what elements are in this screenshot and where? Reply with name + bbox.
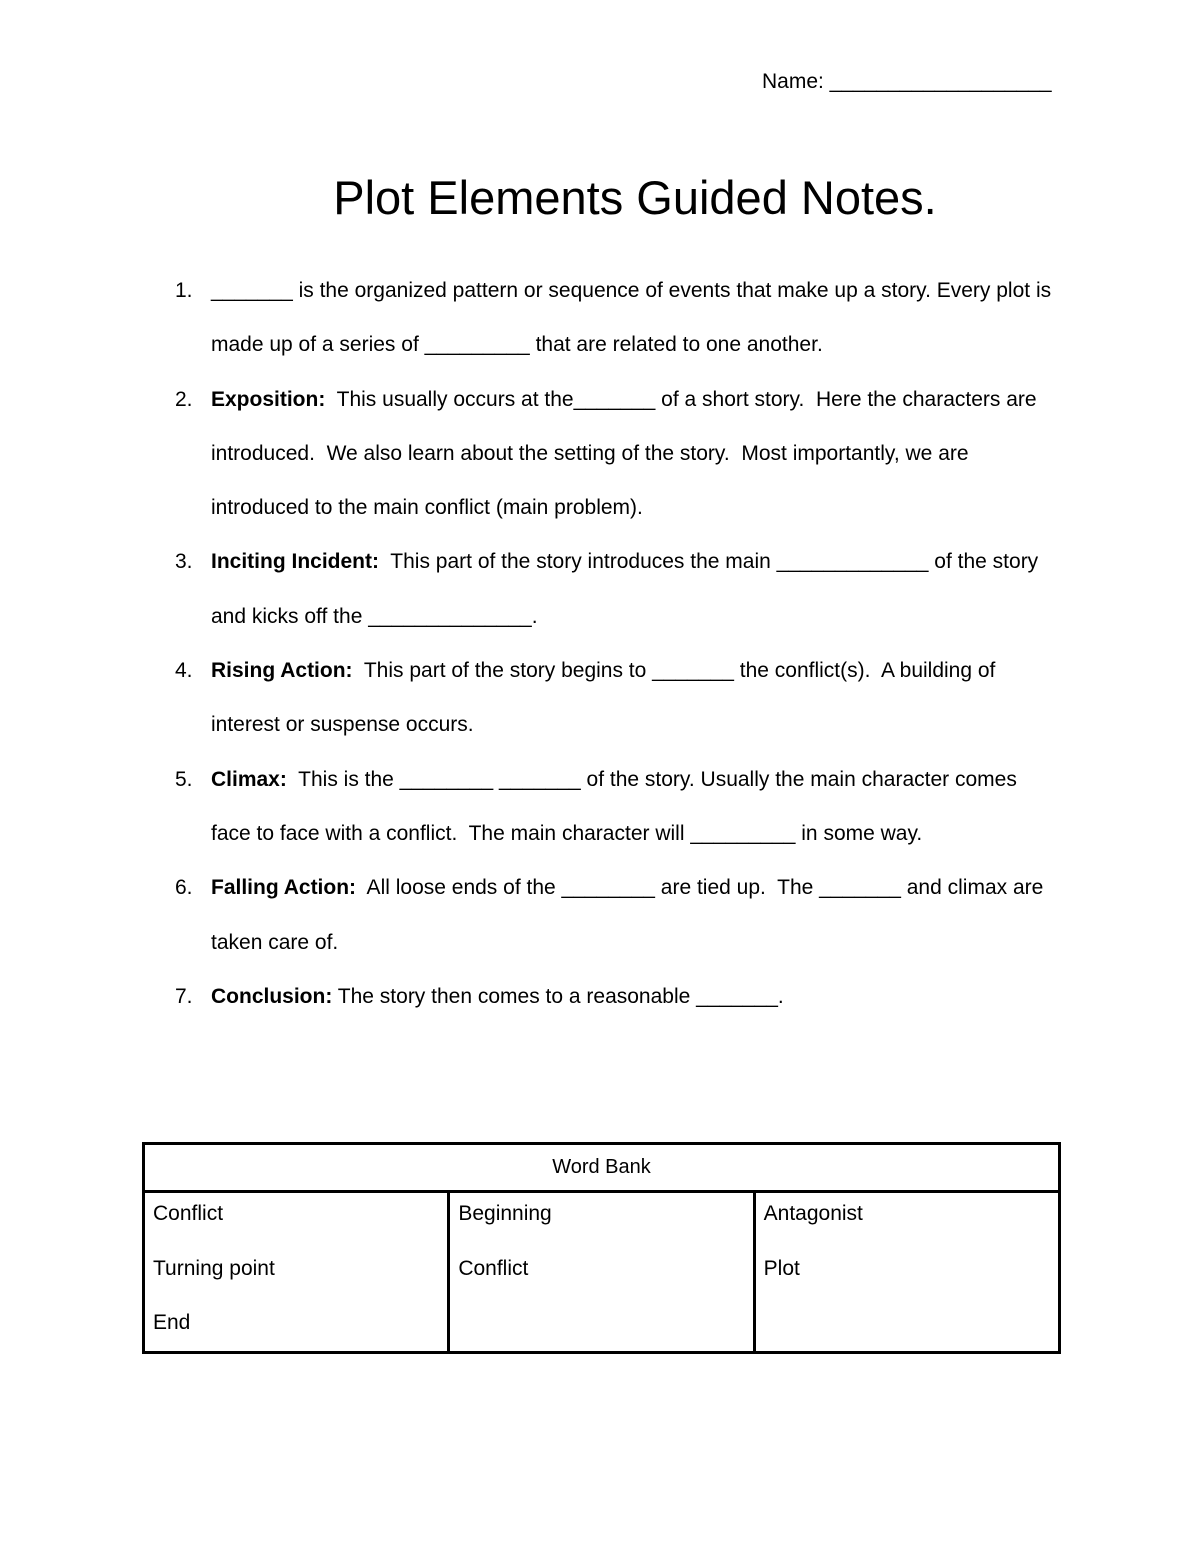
note-term: Falling Action: [211,876,357,900]
note-number: 5. [175,767,193,791]
note-text: This part of the story introduces the main _____________ of the story and kicks off the ______________. [211,550,1045,628]
note-text: This part of the story begins to _______ the conflict(s). A building of interest or suspense occurs. [211,659,1002,737]
note-number: 6. [175,876,193,900]
note-item-1 [0,264,1200,373]
note-number: 3. [175,550,193,574]
note-item-4 [0,644,1200,753]
note-item-5 [0,753,1200,862]
note-term: Exposition: [211,387,326,411]
word-bank-word: End [153,1311,191,1334]
word-bank-word: Conflict [458,1256,529,1280]
note-item-3 [0,535,1200,644]
word-bank-word: Beginning [458,1202,552,1225]
word-bank-column-1 [144,1192,449,1353]
note-number: 1. [175,279,193,302]
word-bank-column-3 [754,1192,1059,1353]
note-term: Conclusion: [211,984,333,1008]
note-number: 7. [175,984,193,1008]
page-title: Plot Elements Guided Notes. [333,171,937,224]
note-text: _______ is the organized pattern or sequence of events that make up a story. Every plot is made up of a series of _________ that are related to one another. [211,279,1057,357]
note-term: Rising Action: [211,659,353,683]
name-field-line[interactable]: Name: ___________________ [762,70,1052,93]
note-text: The story then comes to a reasonable _______. [332,984,784,1008]
word-bank-word: Conflict [153,1202,224,1225]
note-text: This usually occurs at the_______ of a short story. Here the characters are introduced. We also learn about the setting of the story. Most importantly, we are introduced to the main conflict (main problem). [211,387,1043,520]
note-number: 4. [175,659,193,683]
note-term: Climax: [211,767,287,791]
note-number: 2. [175,387,193,411]
note-text: This is the ________ _______ of the story. Usually the main character comes face to face with a conflict. The main character will _________ in some way. [211,767,1023,845]
word-bank-word: Turning point [153,1256,275,1280]
word-bank-word: Antagonist [763,1202,863,1225]
word-bank-word: Plot [763,1256,800,1280]
note-item-7 [0,970,1200,1024]
note-text: All loose ends of the ________ are tied up. The _______ and climax are taken care of. [211,876,1050,954]
word-bank-table [142,1142,1061,1354]
word-bank-column-2 [449,1192,754,1353]
note-item-2 [0,373,1200,536]
note-item-6 [0,861,1200,970]
guided-notes-list [0,264,1200,1024]
note-term: Inciting Incident: [211,550,379,574]
word-bank-heading: Word Bank [144,1144,1060,1192]
